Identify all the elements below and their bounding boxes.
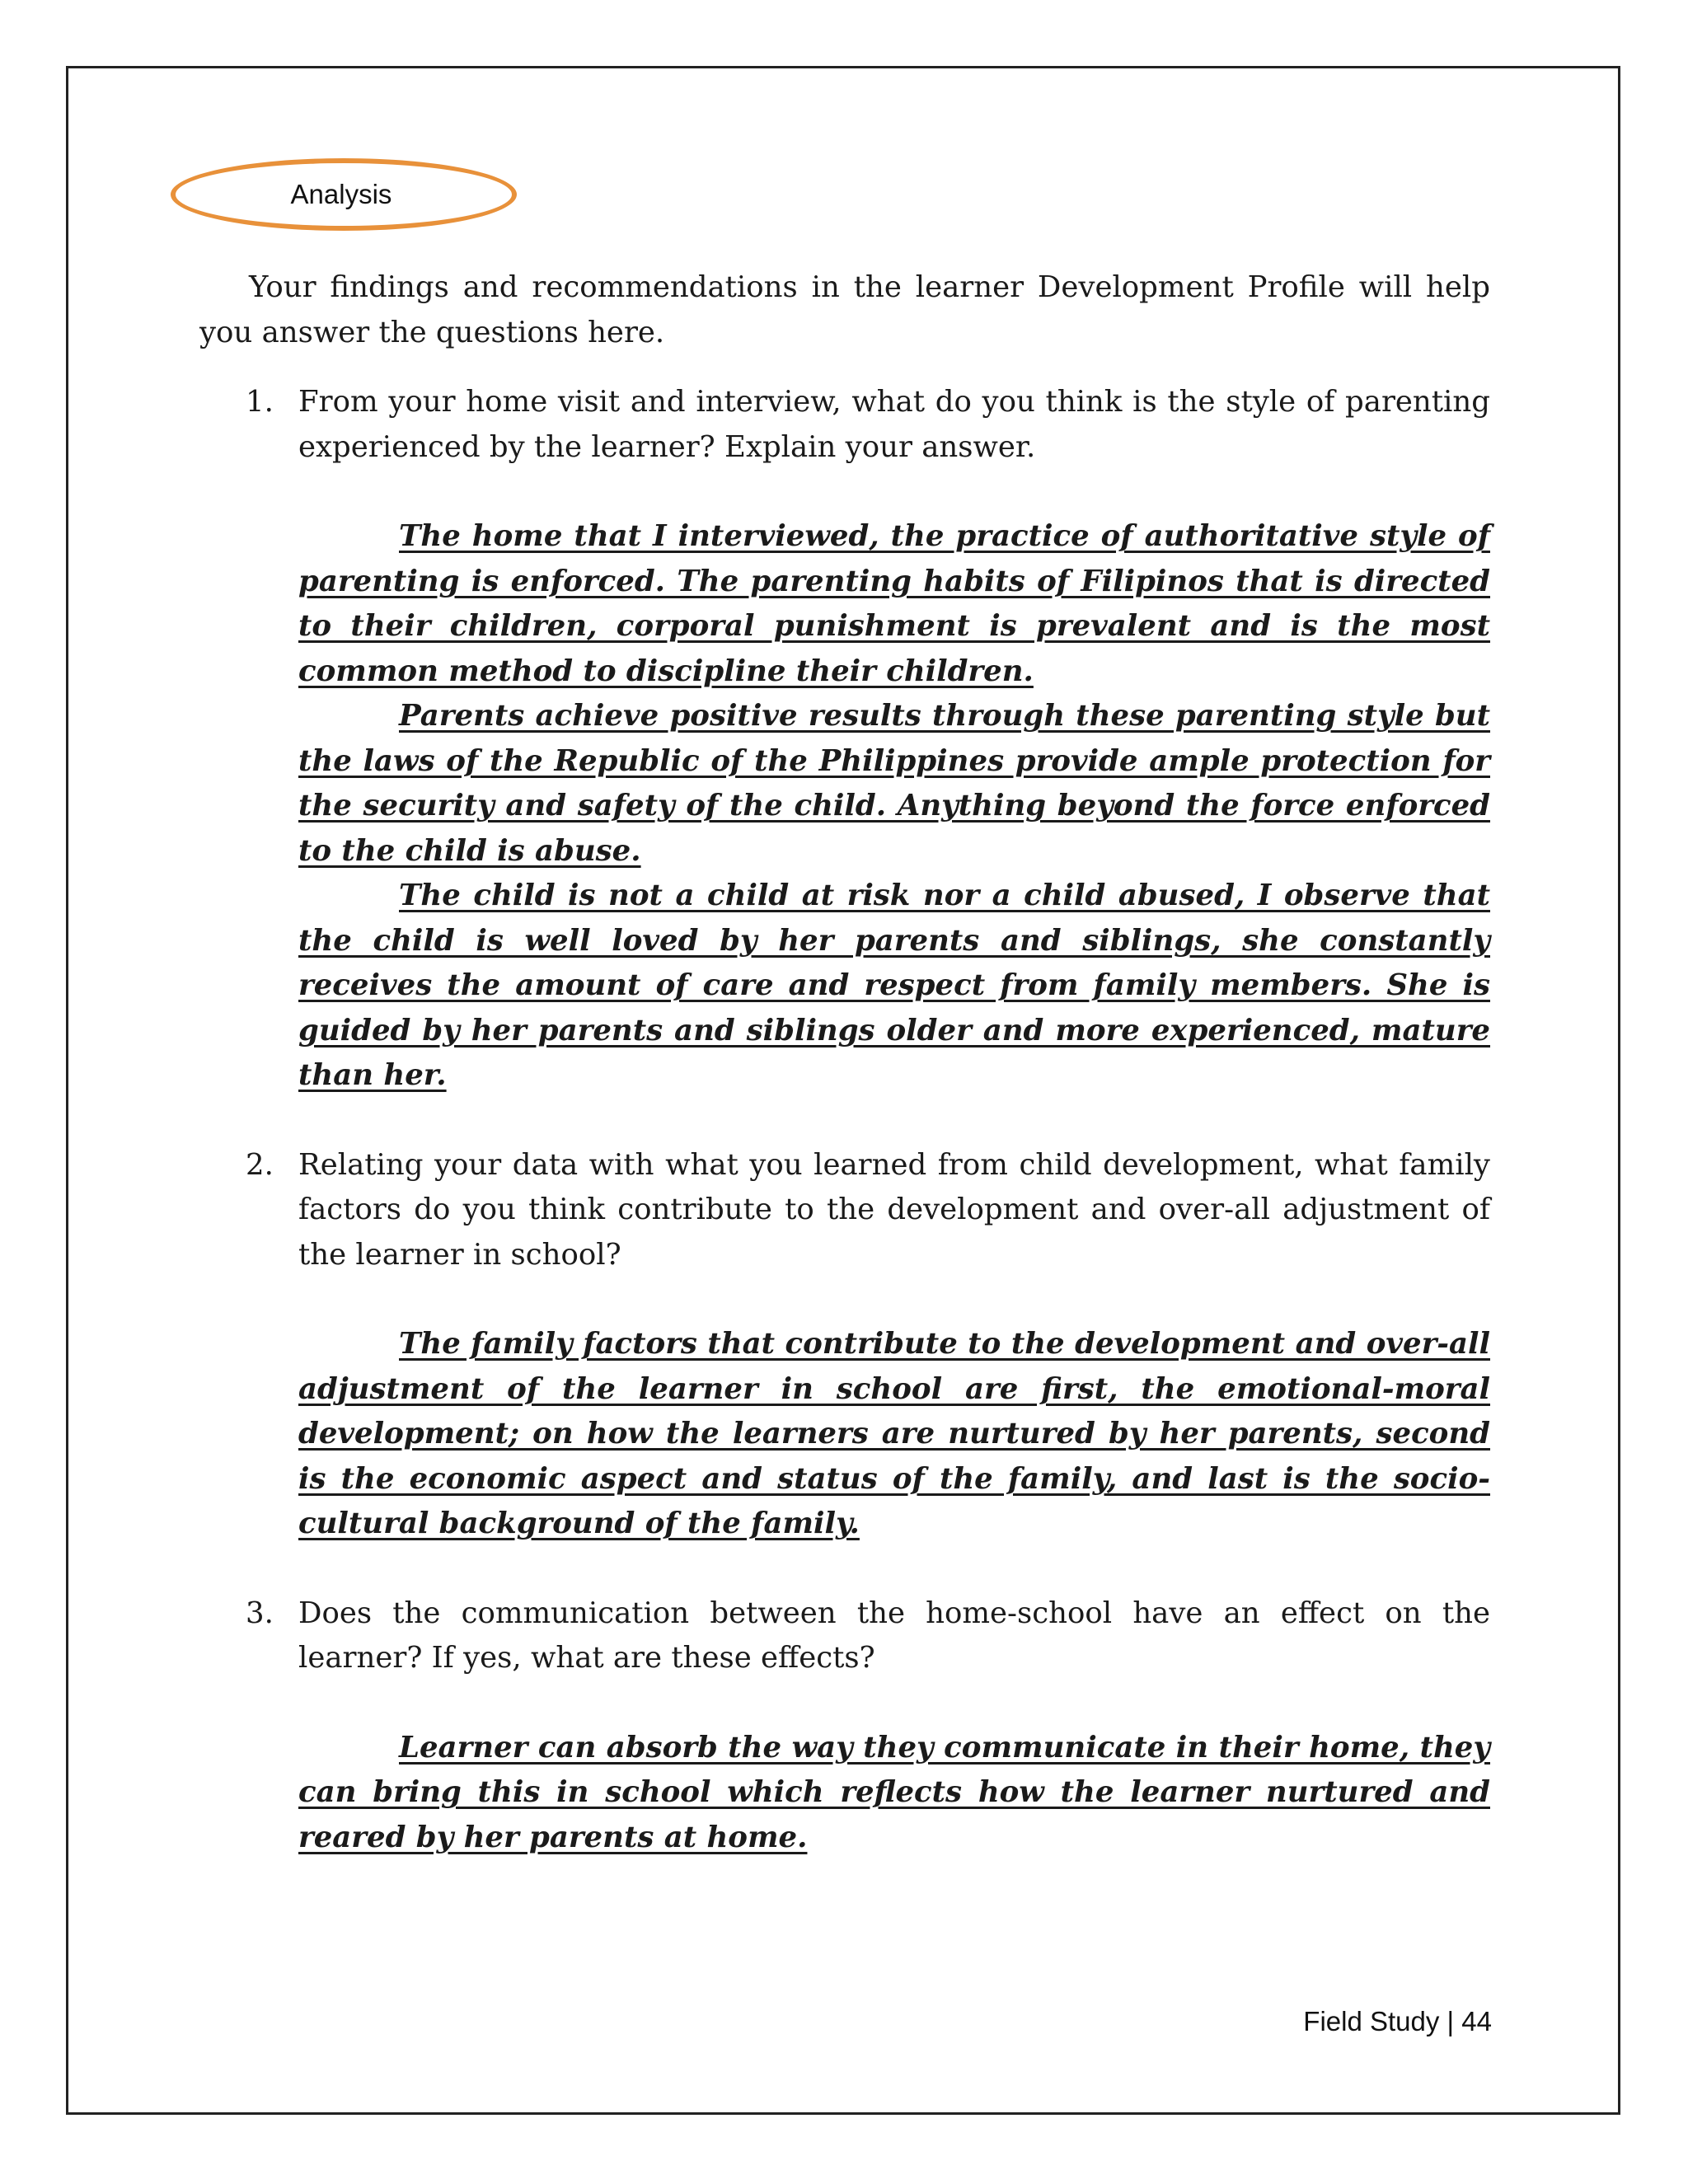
- question-3-text: Does the communication between the home-school have an effect on the learner? If yes, what are these effects?: [298, 1596, 1490, 1675]
- question-3-number: 3.: [246, 1596, 274, 1630]
- answer-2: [298, 1322, 1490, 1547]
- page-footer: Field Study | 44: [1303, 2006, 1492, 2036]
- answer-3: [298, 1726, 1490, 1861]
- question-1-text: From your home visit and interview, what do you think is the style of parenting experienced by the learner? Explain your answer.: [298, 385, 1490, 464]
- answer-2-paragraph-1: The family factors that contribute to the development and over-all adjustment of the learner in school are first, the emotional-moral development; on how the learners are nurtured by her parents, second is the economic aspect and status of the family, and last is the socio-cultural background of the family.: [298, 1327, 1490, 1540]
- page-content: [199, 265, 1490, 1860]
- intro-paragraph: Your findings and recommendations in the learner Development Profile will help you answer the questions here.: [199, 270, 1490, 349]
- question-2: [199, 1143, 1490, 1547]
- question-3: [199, 1591, 1490, 1861]
- answer-1-paragraph-2: Parents achieve positive results through these parenting style but the laws of the Republic of the Philippines provide ample protection for the security and safety of the child. Anything beyond the force enforced to the child is abuse.: [298, 699, 1490, 868]
- question-1: [199, 380, 1490, 1099]
- answer-1: [298, 514, 1490, 1099]
- answer-3-paragraph-1: Learner can absorb the way they communicate in their home, they can bring this in school which reflects how the learner nurtured and reared by her parents at home.: [298, 1730, 1490, 1854]
- question-1-number: 1.: [246, 385, 274, 419]
- question-2-text: Relating your data with what you learned from child development, what family factors do you think contribute to the development and over-all adjustment of the learner in school?: [298, 1147, 1490, 1272]
- question-2-number: 2.: [246, 1147, 274, 1182]
- answer-1-paragraph-1: The home that I interviewed, the practice of authoritative style of parenting is enforced. The parenting habits of Filipinos that is directed to their children, corporal punishment is prevalent and is the most common method to discipline their children.: [298, 519, 1490, 688]
- answer-1-paragraph-3: The child is not a child at risk nor a child abused, I observe that the child is well loved by her parents and siblings, she constantly receives the amount of care and respect from family members. She is guided by her parents and siblings older and more experienced, mature than her.: [298, 879, 1490, 1092]
- analysis-badge-label: Analysis: [290, 179, 392, 209]
